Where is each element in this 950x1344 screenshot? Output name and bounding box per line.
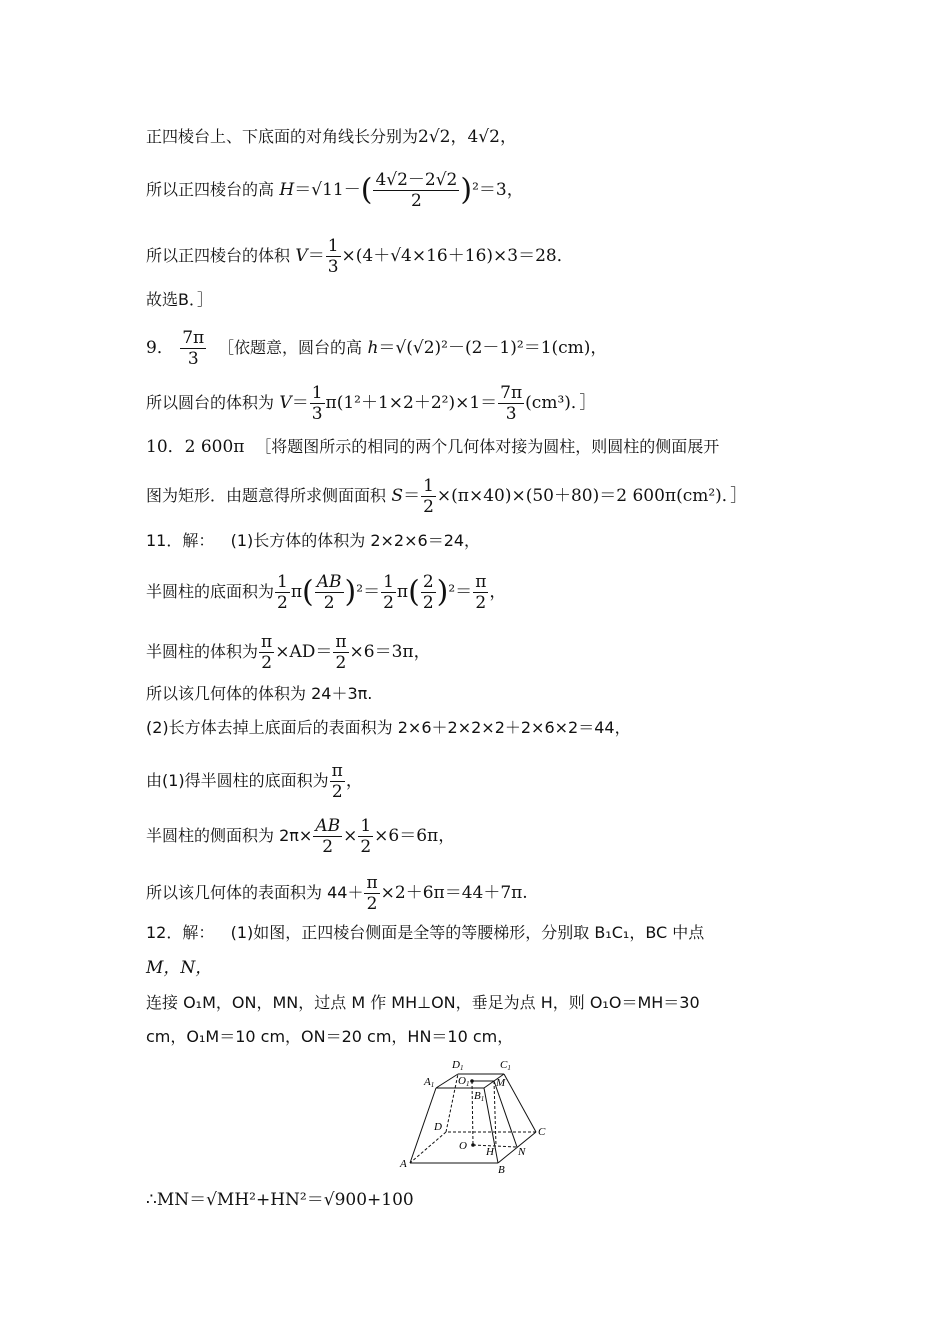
fraction: $\frac{AB}{2}$ <box>316 572 342 613</box>
label-O1: O1 <box>458 1075 470 1088</box>
var-S: S <box>391 486 404 506</box>
solution-line-20 <box>146 1026 513 1048</box>
text: 半圆柱的侧面积为 2π× <box>146 826 313 845</box>
fraction: $\frac{1}{3}$ <box>311 383 323 424</box>
math: ×6＝3π， <box>349 642 431 662</box>
solution-line-9 <box>146 530 480 552</box>
solution-line-17 <box>146 922 704 944</box>
label-B1: B1 <box>474 1090 485 1103</box>
math: ， <box>345 771 363 791</box>
math: ²＝ <box>356 582 381 602</box>
fraction: $\frac{2}{2}$ <box>422 572 434 613</box>
label-D: D <box>434 1121 442 1133</box>
math: ＝√(√2)²－(2－1)²＝1(cm)， <box>378 338 608 358</box>
math: ×(4＋√4×16＋16)×3＝28． <box>341 246 574 266</box>
text: ［依题意，圆台的高 <box>218 338 363 357</box>
solution-line-6 <box>146 383 596 424</box>
point-O <box>471 1143 475 1147</box>
fraction: $\frac{\pi}{2}$ <box>475 572 487 613</box>
label-A1: A1 <box>424 1076 435 1089</box>
fraction: $\frac{\pi}{2}$ <box>261 632 273 673</box>
text: 所以该几何体的体积为 24＋3π. <box>146 684 373 703</box>
text: 正四棱台上、下底面的对角线长分别为 <box>146 127 419 146</box>
text: (2)长方体去掉上底面后的表面积为 2×6＋2×2×2＋2×6×2＝44， <box>146 718 631 737</box>
text: (1)如图，正四棱台侧面是全等的等腰梯形，分别取 B₁C₁，BC 中点 <box>230 923 705 942</box>
fraction: $\frac{7\pi}{3}$ <box>500 383 523 424</box>
solution-line-16 <box>146 873 528 914</box>
question-number: 12．解： <box>146 923 215 942</box>
math: 2√2，4√2， <box>418 127 517 147</box>
math: ， <box>489 582 507 602</box>
segment-O1O <box>472 1081 473 1145</box>
fraction: $\frac{\pi}{2}$ <box>366 873 378 914</box>
math: (cm³)．］ <box>525 393 597 413</box>
solution-line-5 <box>146 328 607 369</box>
math: ＝√11－ <box>294 180 361 200</box>
solution-line-11 <box>146 632 431 673</box>
solution-line-12 <box>146 683 372 705</box>
solution-line-10 <box>146 572 506 613</box>
fraction: $\frac{AB}{2}$ <box>315 816 341 857</box>
fraction: $\frac{1}{2}$ <box>277 572 288 613</box>
fraction: $\frac{1}{2}$ <box>360 816 372 857</box>
paren-left: ( <box>302 574 314 610</box>
label-M: M <box>496 1077 506 1089</box>
paren-right: ) <box>436 574 449 610</box>
text: 连接 O₁M，ON，MN，过点 M 作 MH⊥ON，垂足为点 H，则 O₁O＝MH＝30 <box>146 993 700 1012</box>
edge-D1A1 <box>436 1074 458 1088</box>
text: 所以正四棱台的体积 <box>146 246 291 265</box>
segment-MH <box>494 1081 496 1146</box>
text: (1)长方体的体积为 2×2×6＝24， <box>230 531 481 550</box>
text: 由(1)得半圆柱的底面积为 <box>146 771 329 790</box>
edge-BC <box>498 1132 536 1163</box>
text: ［将题图所示的相同的两个几何体对接为圆柱，则圆柱的侧面展开 <box>255 437 720 456</box>
label-D1: D1 <box>452 1059 464 1072</box>
fraction: $\frac{1}{3}$ <box>327 236 339 277</box>
math: π <box>290 582 303 602</box>
math: ×2＋6π＝44＋7π. <box>380 883 528 903</box>
fraction: $\frac{4√2-2√2}{2}$ <box>375 170 458 211</box>
label-C1: C1 <box>500 1059 511 1072</box>
solution-line-13 <box>146 717 631 739</box>
text: M，N， <box>146 958 213 978</box>
var-V: V <box>279 393 292 413</box>
math: ＝ <box>291 393 309 413</box>
solution-line-2 <box>146 170 524 211</box>
point-O1 <box>470 1079 474 1083</box>
label-O: O <box>459 1140 467 1152</box>
math: × <box>343 826 358 846</box>
text: 半圆柱的底面积为 <box>146 582 275 601</box>
solution-line-8 <box>146 476 747 517</box>
question-number: 10．2 600π <box>146 437 245 457</box>
solution-line-4 <box>146 289 213 311</box>
text: 所以圆台的体积为 <box>146 393 275 412</box>
label-H: H <box>486 1146 494 1158</box>
fraction: $\frac{\pi}{2}$ <box>335 632 347 673</box>
var-h: h <box>367 338 379 358</box>
label-B: B <box>498 1164 505 1175</box>
math: ＝ <box>403 486 421 506</box>
paren-left: ( <box>408 574 420 610</box>
text: 故选B．］ <box>146 290 213 309</box>
solution-line-21 <box>146 1189 414 1211</box>
math: ²＝ <box>448 582 473 602</box>
paren-right: ) <box>344 574 357 610</box>
math: ×(π×40)×(50＋80)＝2 600π(cm²)．］ <box>436 486 748 506</box>
answer-fraction: $\frac{7\pi}{3}$ <box>182 328 205 369</box>
paren-right: ) <box>460 172 473 208</box>
math: ＝ <box>307 246 325 266</box>
var-H: H <box>279 180 295 200</box>
text: 所以该几何体的表面积为 44＋ <box>146 883 364 902</box>
paren-left: ( <box>360 172 373 208</box>
fraction: $\frac{1}{2}$ <box>423 476 434 517</box>
solution-line-19 <box>146 992 700 1014</box>
text: cm，O₁M＝10 cm，ON＝20 cm，HN＝10 cm， <box>146 1027 514 1046</box>
math: ×6＝6π， <box>374 826 456 846</box>
text: 图为矩形．由题意得所求侧面面积 <box>146 486 387 505</box>
frustum-figure <box>396 1055 556 1175</box>
solution-line-15 <box>146 816 455 857</box>
label-A: A <box>400 1158 407 1170</box>
solution-line-18 <box>146 957 212 979</box>
var-V: V <box>295 246 308 266</box>
math: ²＝3， <box>472 180 524 200</box>
edge-DD1 <box>446 1074 458 1132</box>
label-C: C <box>538 1126 546 1138</box>
fraction: $\frac{1}{2}$ <box>383 572 394 613</box>
math: ×AD＝ <box>275 642 333 662</box>
label-N: N <box>518 1146 526 1158</box>
question-number: 11．解： <box>146 531 215 550</box>
math: π <box>396 582 409 602</box>
question-number: 9． <box>146 338 174 358</box>
math: ∴MN＝√MH²+HN²＝√900+100 <box>146 1190 414 1210</box>
text: 所以正四棱台的高 <box>146 180 275 199</box>
fraction: $\frac{\pi}{2}$ <box>331 761 343 802</box>
text: 半圆柱的体积为 <box>146 642 259 661</box>
solution-line-14 <box>146 761 363 802</box>
solution-line-1 <box>146 126 517 148</box>
math: π(1²＋1×2＋2²)×1＝ <box>325 393 498 413</box>
solution-line-3 <box>146 236 574 277</box>
solution-line-7 <box>146 436 719 458</box>
